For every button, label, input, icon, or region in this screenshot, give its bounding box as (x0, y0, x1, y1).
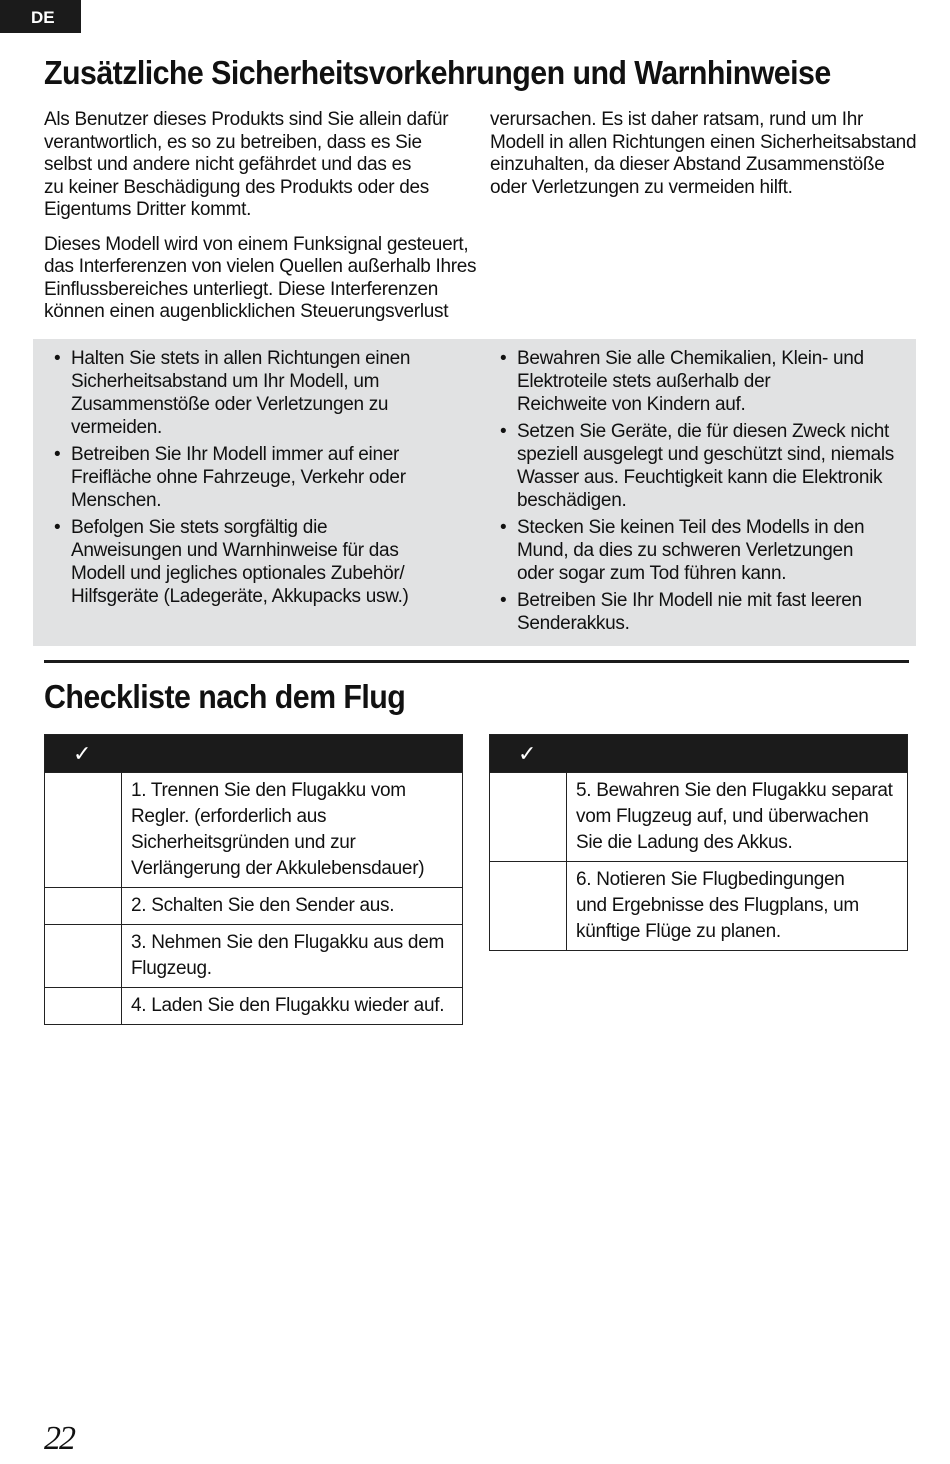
table-row (490, 861, 907, 950)
checklist-item: 3. Nehmen Sie den Flugakku aus dem Flugzeug. (131, 932, 444, 979)
list-item: • Bewahren Sie alle Chemikalien, Klein- und Elektroteile stets außerhalb der Reichweite von Kindern auf. (500, 348, 864, 415)
checklist-item: 6. Notieren Sie Flugbedingungen und Ergebnisse des Flugplans, um künftige Flüge zu planen. (576, 869, 859, 942)
section-divider (44, 660, 909, 663)
list-item: • Betreiben Sie Ihr Modell immer auf einer Freifläche ohne Fahrzeuge, Verkehr oder Menschen. (54, 444, 406, 511)
bullet-icon: • (54, 444, 61, 465)
checklist-item: 1. Trennen Sie den Flugakku vom Regler. (erforderlich aus Sicherheitsgründen und zur Verlängerung der Akkulebensdauer) (131, 780, 425, 879)
checkbox-cell[interactable] (490, 862, 567, 950)
table-row (45, 987, 462, 1024)
checklist-title: Checkliste nach dem Flug (44, 678, 406, 715)
safety-section-title: Zusätzliche Sicherheitsvorkehrungen und Warnhinweise (44, 54, 831, 91)
bullet-icon: • (54, 517, 61, 538)
page-number: 22 (44, 1420, 74, 1457)
bullet-icon: • (54, 348, 61, 369)
table-row (45, 924, 462, 987)
checklist-table-right (489, 734, 908, 951)
list-item: • Setzen Sie Geräte, die für diesen Zweck nicht speziell ausgelegt und geschützt sind, niemals Wasser aus. Feuchtigkeit kann die Elektronik beschädigen. (500, 421, 894, 511)
bullet-icon: • (500, 517, 507, 538)
checklist-item: 4. Laden Sie den Flugakku wieder auf. (131, 995, 445, 1016)
list-item: • Halten Sie stets in allen Richtungen einen Sicherheitsabstand um Ihr Modell, um Zusammenstöße oder Verletzungen zu vermeiden. (54, 348, 411, 438)
bullet-list-right (496, 347, 906, 639)
intro-right-column (490, 109, 930, 211)
checklist-item: 2. Schalten Sie den Sender aus. (131, 895, 395, 916)
intro-left-column (44, 109, 484, 336)
table-row (45, 772, 462, 887)
check-icon: ✓ (518, 741, 537, 766)
checkbox-cell[interactable] (45, 925, 122, 987)
bullet-icon: • (500, 590, 507, 611)
checklist-header (490, 735, 907, 772)
checklist-table-left (44, 734, 463, 1025)
checkbox-cell[interactable] (45, 988, 122, 1024)
bullet-icon: • (500, 348, 507, 369)
checkbox-cell[interactable] (45, 773, 122, 887)
checkbox-cell[interactable] (45, 888, 122, 924)
intro-paragraph: Als Benutzer dieses Produkts sind Sie allein dafür verantwortlich, es so zu betreiben, dass es Sie selbst und andere nicht gefährdet und das es zu keiner Beschädigung des Produkts oder des Eigentums Dritter kommt. (44, 109, 449, 220)
checklist-header (45, 735, 462, 772)
checklist-item: 5. Bewahren Sie den Flugakku separat vom Flugzeug auf, und überwachen Sie die Ladung des Akkus. (576, 780, 893, 853)
list-item: • Befolgen Sie stets sorgfältig die Anweisungen und Warnhinweise für das Modell und jegliches optionales Zubehör/ Hilfsgeräte (Ladegeräte, Akkupacks usw.) (54, 517, 409, 607)
language-tab: DE (0, 0, 81, 33)
bullet-icon: • (500, 421, 507, 442)
intro-paragraph: verursachen. Es ist daher ratsam, rund um Ihr Modell in allen Richtungen einen Sicherheitsabstand einzuhalten, da dieser Abstand Zusammenstöße oder Verletzungen zu vermeiden hilft. (490, 109, 917, 198)
list-item: • Betreiben Sie Ihr Modell nie mit fast leeren Senderakkus. (500, 590, 862, 634)
list-item: • Stecken Sie keinen Teil des Modells in den Mund, da dies zu schweren Verletzungen oder sogar zum Tod führen kann. (500, 517, 865, 584)
check-icon: ✓ (73, 741, 92, 766)
intro-paragraph: Dieses Modell wird von einem Funksignal gesteuert, das Interferenzen von vielen Quellen außerhalb Ihres Einflussbereiches unterliegt. Diese Interferenzen können einen augenblicklichen Steuerungsverlust (44, 233, 477, 322)
table-row (45, 887, 462, 924)
checkbox-cell[interactable] (490, 773, 567, 861)
bullet-list-left (50, 347, 470, 612)
table-row (490, 772, 907, 861)
